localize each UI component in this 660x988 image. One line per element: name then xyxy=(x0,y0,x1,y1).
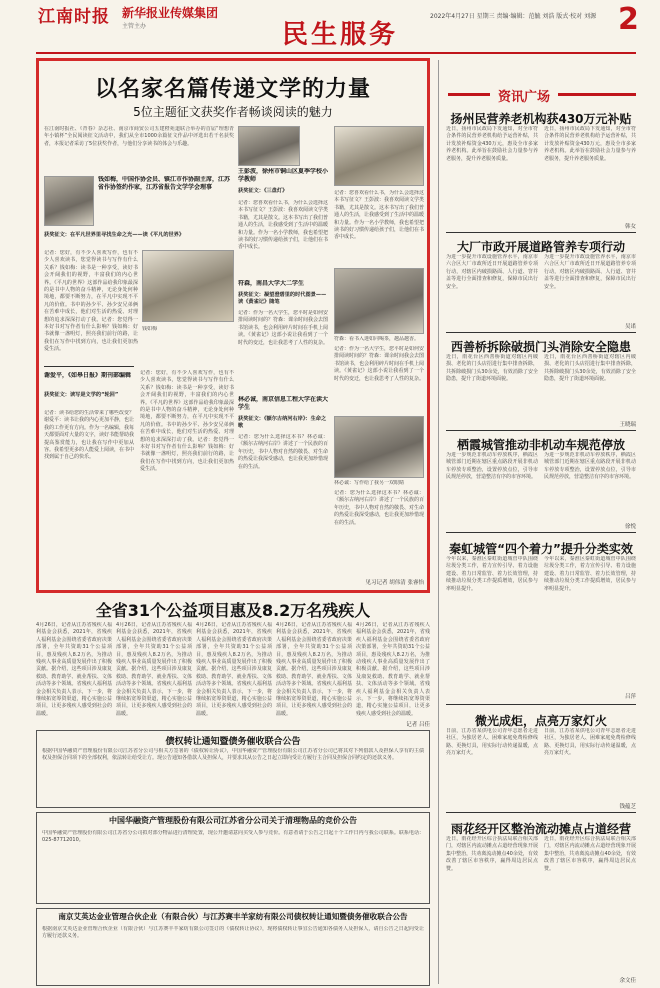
article-headline: 微光成炬，点亮万家灯火 xyxy=(474,714,607,728)
article-byline: 王晓瑞 xyxy=(619,422,636,428)
news-body-cont: 4月26日，记者从江苏省残疾人福利基金会获悉，2021年，省残疾人福利基金会围绕省委省政府决策部署，全年共资助31个公益项目，惠及残疾人8.2万名，为推动残疾人事业高质量发展作出了积极贡献。据介绍，这些项目涉及康复救助、教育助学、就业帮扶、文体活动等多个领域。省残疾人福利基金会相关负责人表示，下一步，将继续拓宽筹资渠道，精心实施公益项目，让更多残疾人感受到社会的温暖。 xyxy=(196,622,272,717)
feature-headline: 以名家名篇传递文学的力量 xyxy=(94,76,371,102)
article-body-cont: 近日，雨花台区西善桥街道对辖区内破损、老化的门头店招进行集中排查拆除，共拆除破损门头30余处，有效消除了安全隐患，提升了街道环境面貌。 xyxy=(544,354,636,383)
person-body: 记者：您好，有不少人喜欢写作，也有不少人喜欢读书，您觉得读书与写作有什么关系？钱如梅：读书是一种享受，读好书会开阔我们的视野，丰富我们的内心世界。《平凡的世界》这部作品给我印象最深的是书中人物的奋斗精神，无论身处何种境地，都要不断努力，在平凡中实现不平凡的价值。书中的孙少平、孙少安兄弟俩在苦难中成长，他们对生活的热爱、对理想的追求深深打动了我。记者：您觉得一本好书对写作者有什么影响？钱如梅：好书就像一盏明灯，照亮我们前行的路，让我们在写作中找到方向，也让我们更加热爱生活。 xyxy=(44,250,138,353)
masthead-rule xyxy=(36,52,636,54)
article-byline: 韩女 xyxy=(624,224,636,230)
news-headline: 全省31个公益项目惠及8.2万名残疾人 xyxy=(95,601,371,620)
person-body-cont: 记者：您为什么选择这本书？林必诚：《额尔古纳河右岸》讲述了一个民族的百年历史，书中人物对自然的敬畏、对生命的热爱让我深受感动，也让我更加珍惜现在的生活。 xyxy=(334,490,424,526)
portrait-photo xyxy=(334,268,424,334)
caption: 钱如梅 xyxy=(142,326,158,332)
article-body-cont: 近日，雨花经开区综合执法局联合相关部门，对辖区内流动摊点占道经营现象开展集中整治，共劝离流动摊点40余处，有效改善了辖区市容秩序，赢得周边居民点赞。 xyxy=(544,836,636,872)
article-byline: 钱蕴芝 xyxy=(619,804,636,810)
article-body: 近日，扬州市民政局下发通知，对全市符合条件的民营养老机构给予运营补贴，共计发放补贴资金430万元，惠及全市多家养老机构。此举旨在鼓励社会力量参与养老服务，提升养老服务质量。 xyxy=(446,126,538,162)
person-body-cont: 记者：您好，有不少人喜欢写作，也有不少人喜欢读书，您觉得读书与写作有什么关系？钱如梅：读书是一种享受，读好书会开阔我们的视野，丰富我们的内心世界。《平凡的世界》这部作品给我印象最深的是书中人物的奋斗精神，无论身处何种境地，都要不断努力，在平凡中实现不平凡的价值。书中的孙少平、孙少安兄弟俩在苦难中成长，他们对生活的热爱、对理想的追求深深打动了我。记者：您觉得一本好书对写作者有什么影响？钱如梅：好书就像一盏明灯，照亮我们前行的路，让我们在写作中找到方向，也让我们更加热爱生活。 xyxy=(140,370,234,473)
group-name: 新华报业传媒集团 xyxy=(122,6,219,20)
divider xyxy=(44,366,134,367)
person-name: 谢爱平，《如皋日报》期刊部编辑 xyxy=(44,372,132,379)
article-body: 近日，雨花台区西善桥街道对辖区内破损、老化的门头店招进行集中排查拆除，共拆除破损门头30余处，有效消除了安全隐患，提升了街道环境面貌。 xyxy=(446,354,538,383)
article-headline: 扬州民营养老机构获430万元补贴 xyxy=(450,112,632,126)
article-headline: 雨花经开区整治流动摊点占道经营 xyxy=(450,822,631,836)
article-body: 为进一步规范非机动车停放秩序，栖霞区城管部门近期在辖区重点路段开展非机动车停放专项整治，设置停放点位，引导市民规范停放，营造整洁有序的市容环境。 xyxy=(446,452,538,481)
news-body-cont: 4月26日，记者从江苏省残疾人福利基金会获悉，2021年，省残疾人福利基金会围绕省委省政府决策部署，全年共资助31个公益项目，惠及残疾人8.2万名，为推动残疾人事业高质量发展作出了积极贡献。据介绍，这些项目涉及康复救助、教育助学、就业帮扶、文体活动等多个领域。省残疾人福利基金会相关负责人表示，下一步，将继续拓宽筹资渠道，精心实施公益项目，让更多残疾人感受到社会的温暖。 xyxy=(356,622,430,717)
person-name: 符森，南昌大学大二学生 xyxy=(238,280,305,287)
group-sub: 主管主办 xyxy=(122,23,147,30)
article-byline: 徐悦 xyxy=(624,524,636,530)
portrait-photo xyxy=(334,416,424,478)
article-body-cont: 为进一步规范非机动车停放秩序，栖霞区城管部门近期在辖区重点路段开展非机动车停放专项整治，设置停放点位，引导市民规范停放，营造整洁有序的市容环境。 xyxy=(544,452,636,481)
person-name: 钱如梅，中国作协会员、镇江市作协副主席，江苏省作协签约作家，江苏省报告文学学会理事 xyxy=(98,176,231,191)
book-photo xyxy=(334,126,424,186)
person-body: 记者：您喜欢看什么书，为什么会选择这本书写征文？王彭波：我喜欢阅读文学类书籍，尤其是散文。这本书写出了我们普通人的生活，让我感受到了生活中的温暖和力量。作为一名小学教师，我也希望把读书的好习惯传递给孩子们，让他们在书香中成长。 xyxy=(238,200,328,251)
notice-body: 根据中国华融资产管理股份有限公司江苏省分公司与相关方签署的《债权转让协议》，中国华融资产管理股份有限公司江苏省分公司已将其对下列借款人及担保人享有的主债权及担保合同项下的全部权利，依法转让给受让方。现公告通知各借款人及担保人，并要求其从公告之日起立即向受让方履行主合同及担保合同约定的还款义务。 xyxy=(42,748,424,762)
divider xyxy=(446,704,636,705)
masthead xyxy=(0,0,660,58)
dateline: 2022年4月27日 星期三 责编·编辑：范毓 刘浩 版式·校对 刘源 xyxy=(430,13,597,20)
news-body: 4月26日，记者从江苏省残疾人福利基金会获悉，2021年，省残疾人福利基金会围绕省委省政府决策部署，全年共资助31个公益项目，惠及残疾人8.2万名，为推动残疾人事业高质量发展作出了积极贡献。据介绍，这些项目涉及康复救助、教育助学、就业帮扶、文体活动等多个领域。省残疾人福利基金会相关负责人表示，下一步，将继续拓宽筹资渠道，精心实施公益项目，让更多残疾人感受到社会的温暖。 xyxy=(36,622,112,717)
person-name: 林必诚，南京信息工程大学在读大学生 xyxy=(238,396,328,411)
notice-title: 中国华融资产管理股份有限公司江苏省分公司关于清理物品的竞价公告 xyxy=(109,816,357,825)
group-logo xyxy=(122,4,218,30)
article-body-cont: 为进一步提升市政设施管养水平，南京市六合区大厂市政所近日开展道路管养专项行动，对辖区内破损路面、人行道、窨井盖等进行全面排查和修复，保障市民出行安全。 xyxy=(544,254,636,290)
news-body-cont: 4月26日，记者从江苏省残疾人福利基金会获悉，2021年，省残疾人福利基金会围绕省委省政府决策部署，全年共资助31个公益项目，惠及残疾人8.2万名，为推动残疾人事业高质量发展作出了积极贡献。据介绍，这些项目涉及康复救助、教育助学、就业帮扶、文体活动等多个领域。省残疾人福利基金会相关负责人表示，下一步，将继续拓宽筹资渠道，精心实施公益项目，让更多残疾人感受到社会的温暖。 xyxy=(276,622,352,717)
person-name: 王彭波，徐州市铜山区夏季学校小学教师 xyxy=(238,168,328,183)
award-title: 获奖征文：《三盘灯》 xyxy=(238,188,288,194)
article-headline: 秦虹城管“四个着力”提升分类实效 xyxy=(449,542,633,556)
section-title: 民生服务 xyxy=(282,20,399,50)
person-body: 记者：读书给您的生活带来了哪些改变？谢爱平：读书让我的内心更加平静，也让我的工作更有方向。作为一名编辑，我每天都要面对大量的文字，读好书能帮助我提高鉴赏能力，也让我在写作中更加从容。我希望更多的人能爱上阅读，在书中找到属于自己的快乐。 xyxy=(44,410,134,461)
person-body: 记者：您为什么选择这本书？林必诚：《额尔古纳河右岸》讲述了一个民族的百年历史，书中人物对自然的敬畏、对生命的热爱让我深受感动，也让我更加珍惜现在的生活。 xyxy=(238,434,328,470)
book-photo xyxy=(142,250,234,322)
caption: 林必诚：写作给了我另一双眼睛 xyxy=(334,480,405,486)
divider xyxy=(446,812,636,813)
divider xyxy=(446,232,636,233)
page-number: 2 xyxy=(618,2,639,37)
article-body-cont: 日前，江苏省某供电公司青年志愿者走进社区，为独居老人、困难家庭免费检修线路、更换灯具，用实际行动传递温暖，点亮万家灯火。 xyxy=(544,728,636,757)
portrait-photo xyxy=(44,176,94,226)
article-body-cont: 今年以来，秦淮区秦虹街道城管中队围绕垃圾分类工作，着力宣传引导、着力设施建设、着力日常监管、着力长效管理，持续推动垃圾分类工作提质增效，居民参与率明显提升。 xyxy=(544,556,636,592)
article-headline: 大厂市政开展道路管养专项行动 xyxy=(456,240,625,254)
person-body-cont: 记者：您喜欢看什么书，为什么会选择这本书写征文？王彭波：我喜欢阅读文学类书籍，尤其是散文。这本书写出了我们普通人的生活，让我感受到了生活中的温暖和力量。作为一名小学教师，我也希望把读书的好习惯传递给孩子们，让他们在书香中成长。 xyxy=(334,190,424,241)
award-title: 获奖征文：读写是文学的“轮回” xyxy=(44,392,119,398)
news-byline: 记者 吕佳 xyxy=(406,722,430,728)
sidebar-banner xyxy=(448,84,636,106)
feature-subhead: 5位主题征文获奖作者畅谈阅读的魅力 xyxy=(133,105,333,119)
person-body: 记者：作为一名大学生，您平时是如何安排阅读时间的？符森：课余时间我会去图书馆读书，也会利用碎片时间在手机上阅读。《黄雀记》这部小说让我看到了一个时代的变迁，也让我思考了人性的复杂。 xyxy=(238,310,328,346)
article-body: 今年以来，秦淮区秦虹街道城管中队围绕垃圾分类工作，着力宣传引导、着力设施建设、着力日常监管、着力长效管理，持续推动垃圾分类工作提质增效，居民参与率明显提升。 xyxy=(446,556,538,592)
article-headline: 栖霞城管推动非机动车规范停放 xyxy=(456,438,625,452)
column-rule xyxy=(438,60,439,984)
notice-title: 债权转让通知暨债务催收联合公告 xyxy=(165,737,301,747)
article-body-cont: 近日，扬州市民政局下发通知，对全市符合条件的民营养老机构给予运营补贴，共计发放补贴资金430万元，惠及全市多家养老机构。此举旨在鼓励社会力量参与养老服务，提升养老服务质量。 xyxy=(544,126,636,162)
article-body: 近日，雨花经开区综合执法局联合相关部门，对辖区内流动摊点占道经营现象开展集中整治，共劝离流动摊点40余处，有效改善了辖区市容秩序，赢得周边居民点赞。 xyxy=(446,836,538,872)
portrait-photo xyxy=(238,126,300,166)
reporter-byline: 见习记者 胡伟清 张睿怡 xyxy=(365,580,424,586)
article-byline: 吕萍 xyxy=(624,694,636,700)
notice-title: 南京艾英达金业管理合伙企业（有限合伙）与江苏赛丰羊家纺有限公司债权转让通知暨债务催收联合公告 xyxy=(58,912,408,921)
divider xyxy=(446,532,636,533)
banner-label: 资讯广场 xyxy=(490,84,558,107)
notice-body: 中国华融资产管理股份有限公司江苏省分公司拟对部分物品进行清理处置，现公开邀请意向买受人参与竞价。有意者请于公告之日起十个工作日内与我公司联系。联系电话：025-87712010。 xyxy=(42,830,424,844)
article-body: 为进一步提升市政设施管养水平，南京市六合区大厂市政所近日开展道路管养专项行动，对辖区内破损路面、人行道、窨井盖等进行全面排查和修复，保障市民出行安全。 xyxy=(446,254,538,290)
award-title: 获奖征文：在平凡世界里寻找生命之光——读《平凡的世界》 xyxy=(44,232,185,238)
award-title: 获奖征文：《额尔古纳河右岸》：生命之歌 xyxy=(238,416,327,430)
newspaper-logo: 江南时报 xyxy=(38,7,110,27)
notice-body: 根据南京艾英达金业管理合伙企业（有限合伙）与江苏赛丰羊家纺有限公司签订的《债权转让协议》，现将债权转让事宜公告通知各债务人及担保人，请自公告之日起向受让方履行还款义务。 xyxy=(42,926,424,940)
article-byline: 吴诺 xyxy=(624,324,636,330)
divider xyxy=(446,430,636,431)
award-title: 获奖征文：凝望澄碧里的时代图景——读《黄雀记》随笔 xyxy=(238,292,327,306)
caption: 符森：看书入迷如同喝茶，越品越香。 xyxy=(334,336,420,342)
feature-intro: 在江南时报社、《青春》杂志社、南京市商贸公司五建橙苑道联合举办的首届“理想青年小镇杯”全民阅读征文活动中，我们从全市1000余篇征文作品中评选出若干名获奖者，本报记者采访了5位获奖作者，与他们分享读书的体会与乐趣。 xyxy=(44,126,234,147)
person-body-cont: 记者：作为一名大学生，您平时是如何安排阅读时间的？符森：课余时间我会去图书馆读书，也会利用碎片时间在手机上阅读。《黄雀记》这部小说让我看到了一个时代的变迁，也让我思考了人性的复杂。 xyxy=(334,346,424,382)
article-headline: 西善桥拆除破损门头消除安全隐患 xyxy=(450,340,631,354)
article-body: 日前，江苏省某供电公司青年志愿者走进社区，为独居老人、困难家庭免费检修线路、更换灯具，用实际行动传递温暖，点亮万家灯火。 xyxy=(446,728,538,757)
divider xyxy=(446,332,636,333)
article-byline: 余文佳 xyxy=(619,978,636,984)
news-body-cont: 4月26日，记者从江苏省残疾人福利基金会获悉，2021年，省残疾人福利基金会围绕省委省政府决策部署，全年共资助31个公益项目，惠及残疾人8.2万名，为推动残疾人事业高质量发展作出了积极贡献。据介绍，这些项目涉及康复救助、教育助学、就业帮扶、文体活动等多个领域。省残疾人福利基金会相关负责人表示，下一步，将继续拓宽筹资渠道，精心实施公益项目，让更多残疾人感受到社会的温暖。 xyxy=(116,622,192,717)
